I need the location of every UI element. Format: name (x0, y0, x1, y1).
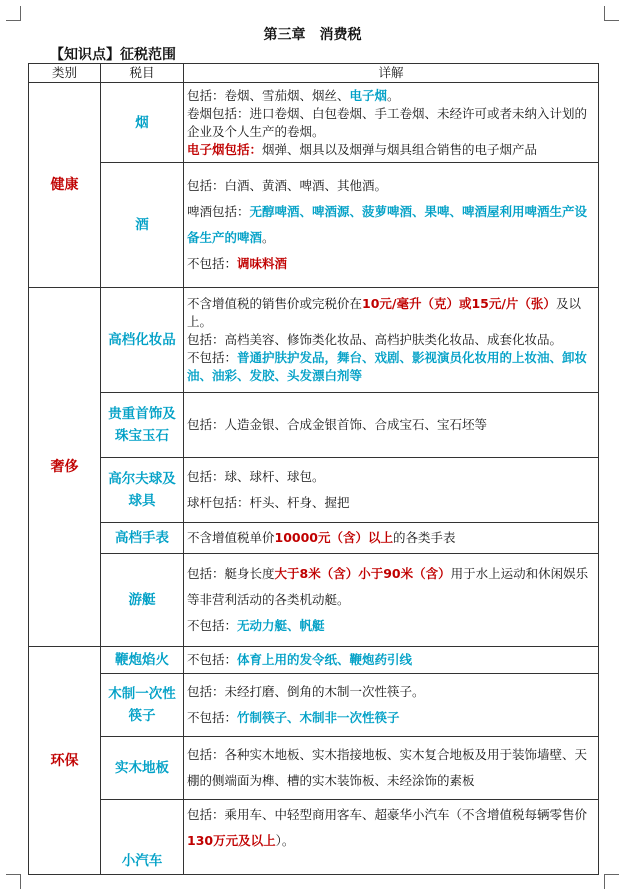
crop-mark-bottom-right (604, 874, 619, 889)
header-row (29, 64, 599, 83)
detail-line (187, 705, 595, 731)
detail-line (187, 613, 595, 639)
chapter-title: 第三章 消费税 (263, 27, 362, 43)
table-row (29, 83, 599, 163)
detail-golf (184, 458, 599, 523)
detail-line (187, 802, 595, 854)
detail-line: 包括：人造金银、合成金银首饰、合成宝石、宝石坯等 (187, 417, 488, 432)
tax-scope-table (28, 63, 599, 875)
detail-line (187, 251, 595, 277)
detail-line: 卷烟包括：进口卷烟、白包卷烟、手工卷烟、未经许可或者未纳入计划的企业及个人生产的卷烟。 (187, 105, 588, 139)
highlight: 体育上用的发令纸、鞭炮药引线 (237, 652, 413, 667)
detail-line: 包括：球、球杆、球包。 (187, 469, 325, 484)
category-luxury: 奢侈 (29, 288, 101, 647)
table-row (29, 288, 599, 393)
detail-tobacco (184, 83, 599, 163)
detail-line: 包括：高档美容、修饰类化妆品、高档护肤类化妆品、成套化妆品。 (187, 332, 563, 347)
text: 的各类手表 (393, 530, 456, 545)
table-row (29, 647, 599, 674)
item-watch: 高档手表 (101, 523, 184, 554)
detail-line (187, 87, 595, 105)
detail-liquor (184, 163, 599, 288)
text: 包括：艇身长度 (187, 566, 275, 581)
table-row (29, 458, 599, 523)
item-firecracker: 鞭炮焰火 (101, 647, 184, 674)
section-title: 【知识点】征税范围 (50, 47, 176, 63)
highlight: 普通护肤护发品，舞台、戏剧、影视演员化妆用的上妆油、卸妆油、油彩、发胶、头发漂白剂等 (187, 350, 588, 383)
highlight: 电子烟包括： (187, 141, 263, 157)
highlight: 10000元（含）以上 (274, 530, 394, 545)
detail-firecracker (184, 647, 599, 674)
text: 及以上。 (187, 296, 581, 329)
text: 不包括： (187, 652, 238, 667)
table-row (29, 737, 599, 800)
highlight: 130万元及以上 (187, 833, 276, 848)
text: 用于水上运动和休闲娱乐等非营利活动的各类机动艇。 (187, 566, 589, 607)
highlight: 无醇啤酒、啤酒源、菠萝啤酒、果啤、啤酒屋利用啤酒生产设备生产的啤酒 (187, 204, 588, 245)
item-yacht: 游艇 (101, 554, 184, 647)
highlight: 调味料酒 (237, 256, 288, 271)
table-row (29, 523, 599, 554)
item-liquor: 酒 (101, 163, 184, 288)
header-category: 类别 (29, 64, 101, 83)
detail-line: 包括：白酒、黄酒、啤酒、其他酒。 (187, 178, 388, 193)
text: 不包括： (187, 350, 238, 365)
text: 不含增值税单价 (187, 530, 275, 545)
table-row (29, 674, 599, 737)
category-eco: 环保 (29, 647, 101, 875)
table-row (29, 800, 599, 875)
text: 烟弹、烟具以及烟弹与烟具组合销售的电子烟产品 (262, 141, 538, 157)
header-detail: 详解 (184, 64, 599, 83)
crop-mark-bottom-left (6, 874, 21, 889)
item-golf: 高尔夫球及球具 (101, 458, 184, 523)
item-cosmetics: 高档化妆品 (101, 288, 184, 393)
crop-mark-top-left (6, 6, 21, 21)
text: ）。 (275, 833, 295, 848)
table-row (29, 554, 599, 647)
item-tobacco: 烟 (101, 83, 184, 163)
text: 。 (387, 87, 400, 103)
text: 不包括： (187, 618, 238, 633)
item-floor: 实木地板 (101, 737, 184, 800)
table-row (29, 163, 599, 288)
detail-cosmetics (184, 288, 599, 393)
text: 啤酒包括： (187, 204, 250, 219)
text: 。 (262, 230, 275, 245)
text: 包括：乘用车、中轻型商用客车、超豪华小汽车（不含增值税每辆零售价 (187, 807, 588, 822)
item-car: 小汽车 (101, 800, 184, 875)
text: 不包括： (187, 710, 238, 725)
detail-line (187, 349, 595, 385)
detail-watch (184, 523, 599, 554)
table-row (29, 393, 599, 458)
detail-car (184, 800, 599, 875)
detail-line: 球杆包括：杆头、杆身、握把 (187, 495, 350, 510)
detail-chopsticks (184, 674, 599, 737)
highlight: 大于8米（含）小于90米（含） (274, 566, 451, 581)
detail-line (187, 529, 595, 547)
detail-line (187, 295, 595, 331)
text: 包括：卷烟、雪茄烟、烟丝、 (187, 87, 350, 103)
detail-yacht (184, 554, 599, 647)
crop-mark-top-right (604, 6, 619, 21)
detail-line (187, 199, 595, 251)
detail-line (187, 141, 595, 159)
detail-line (187, 651, 595, 669)
header-item: 税目 (101, 64, 184, 83)
highlight: 竹制筷子、木制非一次性筷子 (237, 710, 400, 725)
item-jewelry: 贵重首饰及珠宝玉石 (101, 393, 184, 458)
detail-jewelry (184, 393, 599, 458)
detail-line: 包括：各种实木地板、实木指接地板、实木复合地板及用于装饰墙壁、天棚的侧端面为榫、槽的实木装饰板、未经涂饰的素板 (187, 747, 588, 788)
text: 不包括： (187, 256, 238, 271)
highlight: 无动力艇、帆艇 (237, 618, 325, 633)
item-chopsticks: 木制一次性筷子 (101, 674, 184, 737)
category-health: 健康 (29, 83, 101, 288)
detail-floor (184, 737, 599, 800)
highlight: 10元/毫升（克）或15元/片（张） (362, 296, 556, 311)
detail-line (187, 561, 595, 613)
detail-line: 包括：未经打磨、倒角的木制一次性筷子。 (187, 684, 425, 699)
text: 不含增值税的销售价或完税价在 (187, 296, 363, 311)
highlight: 电子烟 (349, 87, 388, 103)
